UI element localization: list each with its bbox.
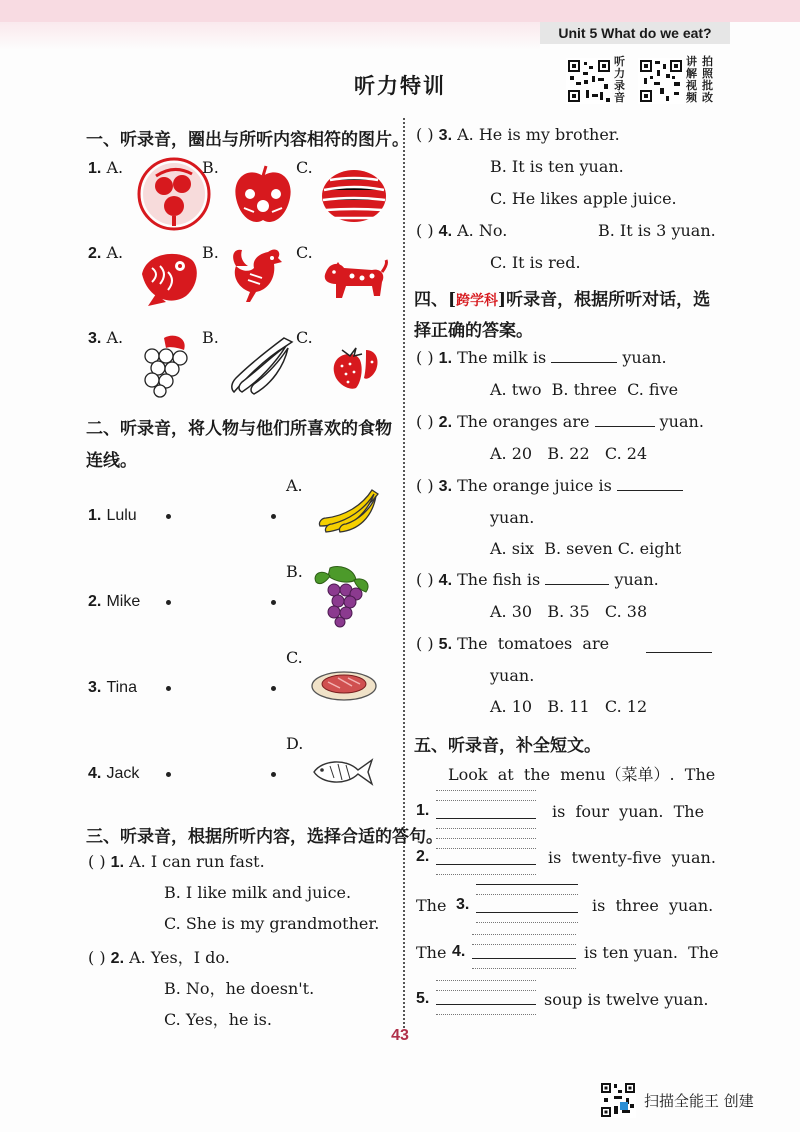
qr-label-video: 讲解视频 xyxy=(686,55,697,104)
answer-paren[interactable]: ( ) xyxy=(416,221,434,240)
page-title: 听力特训 xyxy=(354,73,446,98)
s4-q4-unit: yuan. xyxy=(614,570,659,589)
answer-blank[interactable] xyxy=(436,1004,536,1005)
s4-q2-text: The oranges are xyxy=(457,412,590,431)
s3-q1-option-b: B. I like milk and juice. xyxy=(164,883,352,902)
section2-heading-line1: 二、听录音，将人物与他们所喜欢的食物 xyxy=(86,419,392,439)
s1-q1-option-b[interactable]: B. xyxy=(202,158,219,177)
section4-heading-pre: 四、[ xyxy=(414,290,457,310)
paper-cut-apple-icon[interactable] xyxy=(230,164,296,228)
paper-cut-fish-icon[interactable] xyxy=(136,244,202,308)
s4-q3-opt-a: A. six xyxy=(490,539,535,558)
s3-q4-option-c: C. It is red. xyxy=(490,253,581,272)
person-num: 1. xyxy=(88,507,102,524)
s1-q1-option-c[interactable]: C. xyxy=(296,158,313,177)
s5-line3: is twenty-five yuan. xyxy=(548,848,716,867)
answer-blank[interactable] xyxy=(436,864,536,865)
answer-paren[interactable]: ( ) xyxy=(416,570,434,589)
s5-blank2-num: 2. xyxy=(416,848,430,865)
s1-q2-option-c[interactable]: C. xyxy=(296,243,313,262)
food-label-b: B. xyxy=(286,562,303,581)
guide-line xyxy=(436,874,536,875)
paper-cut-rooster-icon[interactable] xyxy=(228,244,294,308)
s4-q5-unit: yuan. xyxy=(490,666,535,685)
person-dot-tina[interactable] xyxy=(166,686,171,691)
s5-blank3-num: 3. xyxy=(456,896,470,913)
s4-q4-text: The fish is xyxy=(457,570,541,589)
s4-q5-num: 5. xyxy=(438,636,453,653)
s4-q1-num: 1. xyxy=(438,350,453,367)
s4-q3-unit: yuan. xyxy=(490,508,535,527)
person-dot-mike[interactable] xyxy=(166,600,171,605)
s3-q1-option-c: C. She is my grandmother. xyxy=(164,914,380,933)
s1-q2-option-a[interactable]: A. xyxy=(106,243,124,262)
banana-icon[interactable] xyxy=(226,332,296,396)
s4-q4-opt-a: A. 30 xyxy=(490,602,533,621)
person-num: 4. xyxy=(88,765,102,782)
s1-q3-num: 3. xyxy=(88,330,102,347)
guide-line xyxy=(436,800,536,801)
grapes-icon[interactable] xyxy=(138,332,194,398)
answer-blank[interactable] xyxy=(551,348,617,363)
guide-line xyxy=(472,944,576,945)
cross-discipline-tag: 跨学科 xyxy=(456,293,499,309)
person-name-lulu: Lulu xyxy=(106,507,137,524)
s4-q2-opt-a: A. 20 xyxy=(490,444,533,463)
page-number: 43 xyxy=(391,1027,409,1044)
banana-bunch-icon[interactable] xyxy=(314,486,384,534)
unit-title: Unit 5 What do we eat? xyxy=(540,22,730,44)
s4-q5-text: The tomatoes are xyxy=(457,634,610,653)
s3-q1-num: 1. xyxy=(110,854,125,871)
scanner-qr-icon[interactable] xyxy=(600,1082,636,1118)
section3-heading: 三、听录音，根据所听内容，选择合适的答句。 xyxy=(86,827,443,847)
s3-q4-option-a: A. No. xyxy=(457,221,508,240)
food-label-d: D. xyxy=(286,734,304,753)
s5-line2: is four yuan. The xyxy=(552,802,705,821)
answer-blank[interactable] xyxy=(476,912,578,913)
s3-q3-option-c: C. He likes apple juice. xyxy=(490,189,677,208)
paper-cut-dog-icon[interactable] xyxy=(320,254,390,304)
guide-line xyxy=(436,1014,536,1015)
s3-q3-num: 3. xyxy=(438,127,453,144)
guide-line xyxy=(476,884,578,885)
s4-q2-num: 2. xyxy=(438,414,453,431)
s5-line4-pre: The xyxy=(416,896,447,915)
scanner-watermark-text: 扫描全能王 创建 xyxy=(644,1092,754,1110)
paper-cut-watermelon-icon[interactable] xyxy=(320,168,388,224)
s4-q3-opt-c: C. eight xyxy=(617,539,682,558)
s4-q2-opt-c: C. 24 xyxy=(604,444,648,463)
s1-q2-num: 2. xyxy=(88,245,102,262)
answer-paren[interactable]: ( ) xyxy=(416,348,434,367)
answer-paren[interactable]: ( ) xyxy=(416,125,434,144)
food-label-a: A. xyxy=(286,476,303,495)
person-num: 3. xyxy=(88,679,102,696)
person-dot-jack[interactable] xyxy=(166,772,171,777)
section4-heading-line2: 择正确的答案。 xyxy=(414,321,533,341)
s5-line5: is ten yuan. The xyxy=(584,943,719,962)
s4-q3-text: The orange juice is xyxy=(457,476,612,495)
meat-dish-icon[interactable] xyxy=(310,666,378,702)
s4-q2-opt-b: B. 22 xyxy=(547,444,590,463)
s1-q3-option-b[interactable]: B. xyxy=(202,328,219,347)
guide-line xyxy=(436,790,536,791)
food-dot-b[interactable] xyxy=(271,600,276,605)
section1-heading: 一、听录音，圈出与所听内容相符的图片。 xyxy=(86,130,409,150)
food-dot-a[interactable] xyxy=(271,514,276,519)
s4-q3-num: 3. xyxy=(438,478,453,495)
s3-q3-option-a: A. He is my brother. xyxy=(457,125,620,144)
s5-blank1-num: 1. xyxy=(416,802,430,819)
s1-q3-option-c[interactable]: C. xyxy=(296,328,313,347)
guide-line xyxy=(476,922,578,923)
column-divider xyxy=(403,118,405,1028)
s4-q4-num: 4. xyxy=(438,572,453,589)
strawberry-icon[interactable] xyxy=(326,340,382,390)
fish-icon[interactable] xyxy=(310,756,376,788)
person-name-tina: Tina xyxy=(106,679,137,696)
s3-q2-num: 2. xyxy=(110,950,125,967)
s3-q4-num: 4. xyxy=(438,223,453,240)
answer-blank[interactable] xyxy=(595,412,655,427)
food-label-c: C. xyxy=(286,648,303,667)
s4-q5-opt-b: B. 11 xyxy=(547,697,590,716)
s4-q1-unit: yuan. xyxy=(622,348,667,367)
guide-line xyxy=(436,848,536,849)
s5-line4: is three yuan. xyxy=(592,896,714,915)
section5-heading: 五、听录音，补全短文。 xyxy=(414,736,601,756)
header-band-top xyxy=(0,0,800,22)
answer-paren[interactable]: ( ) xyxy=(416,634,434,653)
answer-blank[interactable] xyxy=(436,818,536,819)
person-name-jack: Jack xyxy=(106,765,140,782)
guide-line xyxy=(436,828,536,829)
s4-q5-opt-a: A. 10 xyxy=(490,697,533,716)
s4-q1-opt-c: C. five xyxy=(627,380,679,399)
s3-q4-option-b: B. It is 3 yuan. xyxy=(598,221,716,240)
person-dot-lulu[interactable] xyxy=(166,514,171,519)
s4-q3-opt-b: B. seven xyxy=(544,539,613,558)
s3-q2-option-a: A. Yes，I do. xyxy=(129,948,230,967)
s1-q3-option-a[interactable]: A. xyxy=(106,328,124,347)
s5-line5-pre: The xyxy=(416,943,447,962)
answer-blank[interactable] xyxy=(617,476,683,491)
qr-label-correct: 拍照批改 xyxy=(702,55,713,104)
s4-q2-unit: yuan. xyxy=(659,412,704,431)
section2-heading-line2: 连线。 xyxy=(86,451,137,471)
answer-blank[interactable] xyxy=(545,570,609,585)
s4-q4-opt-c: C. 38 xyxy=(604,602,648,621)
s3-q2-option-c: C. Yes，he is. xyxy=(164,1010,272,1029)
guide-line xyxy=(476,894,578,895)
person-name-mike: Mike xyxy=(106,593,141,610)
answer-paren[interactable]: ( ) xyxy=(416,476,434,495)
qr-code-icon[interactable] xyxy=(566,58,612,104)
s4-q1-opt-b: B. three xyxy=(551,380,617,399)
guide-line xyxy=(472,934,576,935)
s4-q1-opt-a: A. two xyxy=(490,380,542,399)
s5-blank5-num: 5. xyxy=(416,990,430,1007)
s1-q2-option-b[interactable]: B. xyxy=(202,243,219,262)
s3-q2-option-b: B. No，he doesn't. xyxy=(164,979,315,998)
qr-code-icon[interactable] xyxy=(638,58,684,104)
paper-cut-peach-tree-icon[interactable] xyxy=(136,156,212,232)
guide-line xyxy=(436,838,536,839)
answer-blank[interactable] xyxy=(646,652,712,653)
section4-heading-post: ]听录音，根据所听对话，选 xyxy=(498,290,711,310)
s3-q3-option-b: B. It is ten yuan. xyxy=(490,157,624,176)
food-dot-d[interactable] xyxy=(271,772,276,777)
qr-label-listen: 听力录音 xyxy=(614,55,625,104)
s4-q5-opt-c: C. 12 xyxy=(604,697,648,716)
food-dot-c[interactable] xyxy=(271,686,276,691)
grapes-bunch-icon[interactable] xyxy=(308,564,376,628)
s5-line6: soup is twelve yuan. xyxy=(544,990,709,1009)
person-num: 2. xyxy=(88,593,102,610)
guide-line xyxy=(472,968,576,969)
answer-paren[interactable]: ( ) xyxy=(88,852,106,871)
s5-blank4-num: 4. xyxy=(452,943,466,960)
s4-q4-opt-b: B. 35 xyxy=(547,602,590,621)
s1-q1-option-a[interactable]: A. xyxy=(106,158,124,177)
s1-q1-num: 1. xyxy=(88,160,102,177)
s3-q1-option-a: A. I can run fast. xyxy=(129,852,265,871)
answer-paren[interactable]: ( ) xyxy=(416,412,434,431)
s5-line1: Look at the menu（菜单）. The xyxy=(448,765,716,784)
s4-q1-text: The milk is xyxy=(457,348,547,367)
answer-paren[interactable]: ( ) xyxy=(88,948,106,967)
guide-line xyxy=(436,980,536,981)
guide-line xyxy=(436,990,536,991)
answer-blank[interactable] xyxy=(472,958,576,959)
